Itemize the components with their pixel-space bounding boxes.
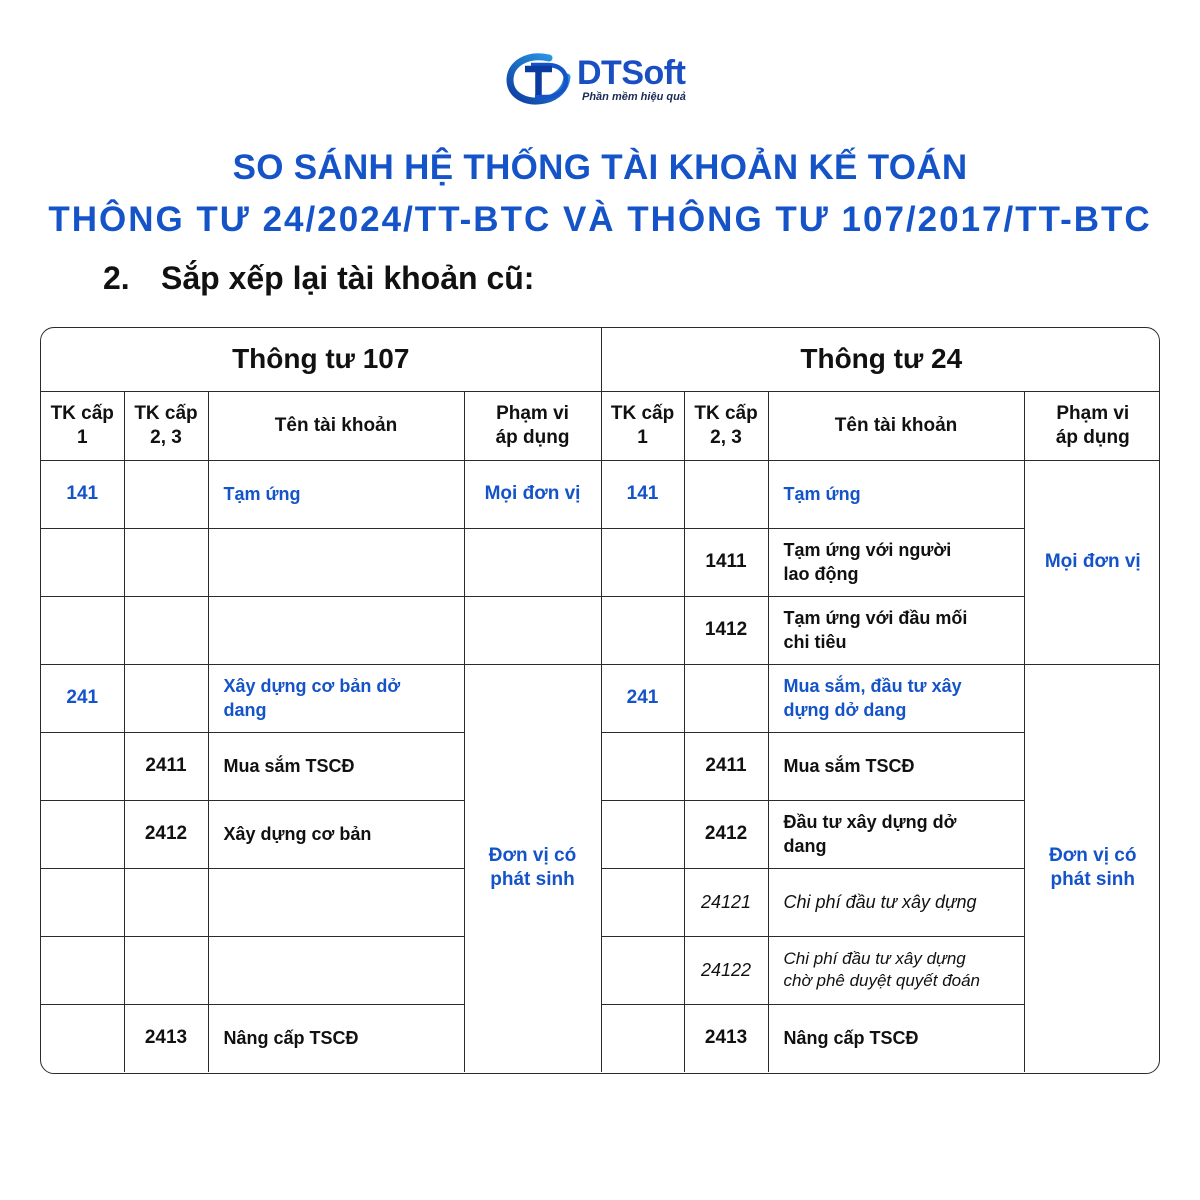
right-tk23-cell: 2411 (684, 732, 768, 800)
section-title: Sắp xếp lại tài khoản cũ: (161, 260, 535, 296)
left-tk23-cell (124, 664, 208, 732)
right-scope-cell: Đơn vị có phát sinh (1024, 664, 1160, 1072)
right-tk23-cell: 2412 (684, 800, 768, 868)
left-scope-cell (464, 596, 601, 664)
right-name-cell: Chi phí đầu tư xây dựng chờ phê duyệt quyết đoán (768, 936, 1024, 1004)
right-name-cell: Mua sắm, đầu tư xây dựng dở dang (768, 664, 1024, 732)
left-tk23-cell (124, 528, 208, 596)
left-tk1-cell (41, 596, 124, 664)
col-header-tk1-right: TK cấp 1 (601, 391, 684, 460)
left-name-cell: Nâng cấp TSCĐ (208, 1004, 464, 1072)
right-tk23-cell (684, 460, 768, 528)
left-tk23-cell (124, 868, 208, 936)
right-name-cell: Đầu tư xây dựng dở dang (768, 800, 1024, 868)
right-tk1-cell: 141 (601, 460, 684, 528)
title-line-1: SO SÁNH HỆ THỐNG TÀI KHOẢN KẾ TOÁN (232, 148, 968, 187)
right-tk23-cell: 2413 (684, 1004, 768, 1072)
left-name-cell: Xây dựng cơ bản dở dang (208, 664, 464, 732)
right-name-cell: Chi phí đầu tư xây dựng (768, 868, 1024, 936)
right-tk1-cell (601, 528, 684, 596)
left-name-cell (208, 936, 464, 1004)
right-tk1-cell: 241 (601, 664, 684, 732)
left-tk23-cell (124, 596, 208, 664)
left-tk1-cell (41, 868, 124, 936)
logo-brand-text: DTSoft (577, 54, 686, 92)
col-header-name-left: Tên tài khoản (208, 391, 464, 460)
left-tk23-cell: 2412 (124, 800, 208, 868)
left-tk1-cell: 241 (41, 664, 124, 732)
col-header-tk23-right: TK cấp 2, 3 (684, 391, 768, 460)
group-header-left: Thông tư 107 (41, 328, 601, 391)
right-tk1-cell (601, 800, 684, 868)
table-row (41, 664, 1160, 732)
right-name-cell: Tạm ứng (768, 460, 1024, 528)
right-tk23-cell: 1412 (684, 596, 768, 664)
right-name-cell: Mua sắm TSCĐ (768, 732, 1024, 800)
right-tk1-cell (601, 596, 684, 664)
group-header-right: Thông tư 24 (601, 328, 1160, 391)
dtsoft-logo (505, 52, 705, 108)
left-tk23-cell (124, 460, 208, 528)
col-header-tk23-left: TK cấp 2, 3 (124, 391, 208, 460)
left-tk1-cell (41, 732, 124, 800)
group-header-row (41, 328, 1160, 391)
right-tk23-cell (684, 664, 768, 732)
left-tk1-cell (41, 528, 124, 596)
left-tk1-cell (41, 936, 124, 1004)
table-row (41, 460, 1160, 528)
left-tk1-cell: 141 (41, 460, 124, 528)
left-name-cell: Xây dựng cơ bản (208, 800, 464, 868)
left-name-cell (208, 868, 464, 936)
table-row (41, 868, 1160, 936)
table-row (41, 528, 1160, 596)
col-header-name-right: Tên tài khoản (768, 391, 1024, 460)
logo-tagline: Phần mềm hiệu quả (582, 91, 686, 103)
left-tk23-cell: 2413 (124, 1004, 208, 1072)
right-tk1-cell (601, 868, 684, 936)
right-tk23-cell: 1411 (684, 528, 768, 596)
right-scope-cell: Mọi đơn vị (1024, 460, 1160, 664)
right-tk23-cell: 24122 (684, 936, 768, 1004)
section-heading (103, 258, 534, 298)
table-row (41, 1004, 1160, 1072)
table-row (41, 732, 1160, 800)
left-tk1-cell (41, 1004, 124, 1072)
left-name-cell (208, 528, 464, 596)
left-tk23-cell: 2411 (124, 732, 208, 800)
left-tk23-cell (124, 936, 208, 1004)
left-scope-cell: Mọi đơn vị (464, 460, 601, 528)
left-tk1-cell (41, 800, 124, 868)
right-tk1-cell (601, 1004, 684, 1072)
column-header-row (41, 391, 1160, 460)
left-scope-cell: Đơn vị có phát sinh (464, 664, 601, 1072)
section-number: 2. (103, 260, 130, 296)
left-name-cell: Mua sắm TSCĐ (208, 732, 464, 800)
right-name-cell: Nâng cấp TSCĐ (768, 1004, 1024, 1072)
table-row (41, 936, 1160, 1004)
right-tk23-cell: 24121 (684, 868, 768, 936)
right-name-cell: Tạm ứng với người lao động (768, 528, 1024, 596)
col-header-tk1-left: TK cấp 1 (41, 391, 124, 460)
right-tk1-cell (601, 936, 684, 1004)
left-name-cell: Tạm ứng (208, 460, 464, 528)
right-tk1-cell (601, 732, 684, 800)
comparison-table (40, 327, 1160, 1074)
table-row (41, 596, 1160, 664)
table-row (41, 800, 1160, 868)
dtsoft-swoosh-icon (505, 52, 575, 106)
left-scope-cell (464, 528, 601, 596)
left-name-cell (208, 596, 464, 664)
col-header-scope-right: Phạm vi áp dụng (1024, 391, 1160, 460)
right-name-cell: Tạm ứng với đầu mối chi tiêu (768, 596, 1024, 664)
col-header-scope-left: Phạm vi áp dụng (464, 391, 601, 460)
title-line-2: THÔNG TƯ 24/2024/TT-BTC VÀ THÔNG TƯ 107/2017/TT-BTC (48, 200, 1152, 239)
